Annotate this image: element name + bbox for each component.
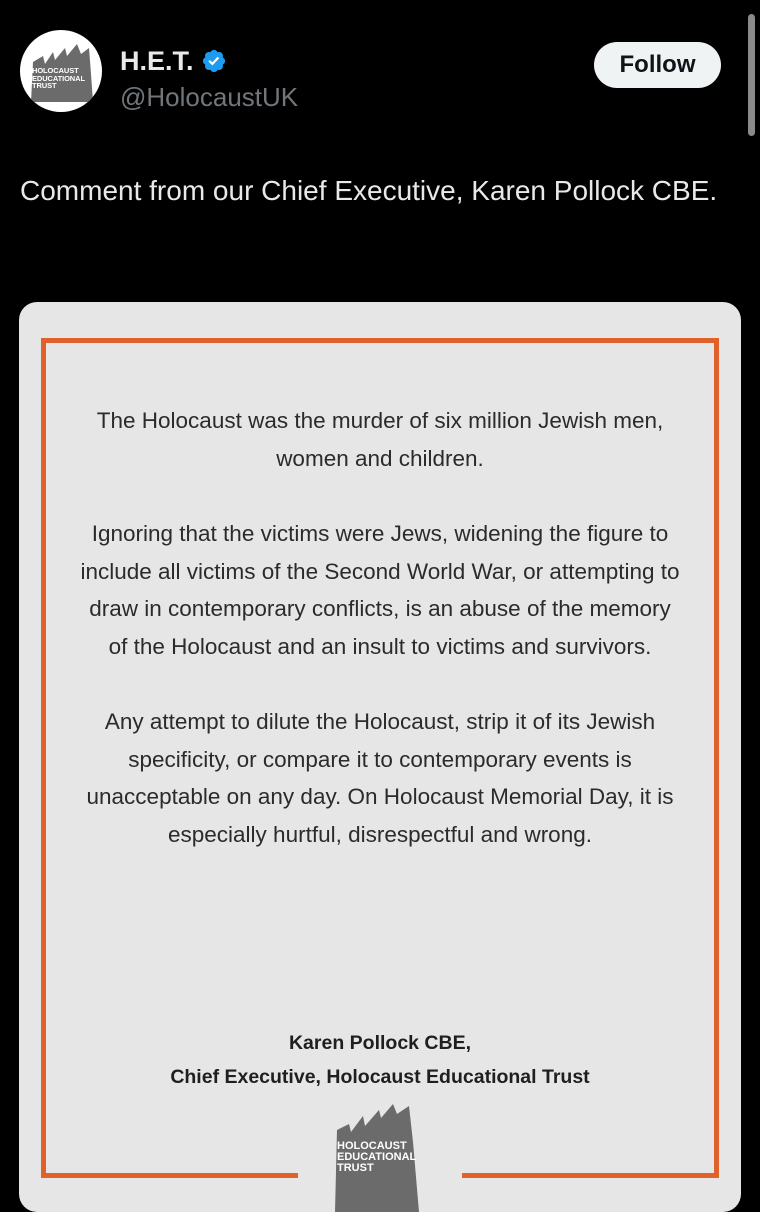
- statement-paragraph: The Holocaust was the murder of six million Jewish men, women and children.: [96, 408, 664, 471]
- avatar-logo-line: EDUCATIONAL: [32, 73, 85, 83]
- footer-logo-line: EDUCATIONAL: [337, 1151, 417, 1163]
- tweet-image-card[interactable]: [19, 302, 741, 1212]
- avatar-logo-line: TRUST: [32, 81, 57, 91]
- frame-border-top: [41, 338, 719, 343]
- page-scrollbar[interactable]: [748, 14, 755, 136]
- author-name-row: [120, 44, 227, 78]
- tweet-text: Comment from our Chief Executive, Karen Pollock CBE.: [20, 175, 718, 206]
- signature-title: Chief Executive, Holocaust Educational Trust: [170, 1066, 590, 1088]
- statement-body: [79, 402, 681, 891]
- frame-border-right: [714, 338, 719, 1178]
- frame-border-bottom-right: [462, 1173, 719, 1178]
- statement-paragraph: Ignoring that the victims were Jews, widening the figure to include all victims of the Second World War, or attempting to draw in contemporary conflicts, is an abuse of the memory of the Holocaust and an insult to victims and survivors.: [80, 521, 680, 659]
- footer-logo-line: HOLOCAUST: [337, 1140, 407, 1152]
- avatar-logo-line: HOLOCAUST: [32, 66, 79, 75]
- statement-paragraph: Any attempt to dilute the Holocaust, strip it of its Jewish specificity, or compare it to contemporary events is unacceptable on any day. On Holocaust Memorial Day, it is especially hurtful, disrespectful and wrong.: [86, 709, 674, 847]
- footer-logo-line: TRUST: [337, 1162, 374, 1174]
- verified-badge-icon: [201, 48, 227, 74]
- frame-border-left: [41, 338, 46, 1178]
- statement-signature: [79, 1026, 681, 1094]
- footer-logo-text: [337, 1141, 447, 1174]
- follow-button[interactable]: Follow: [594, 42, 721, 88]
- author-handle[interactable]: @HolocaustUK: [120, 82, 299, 112]
- author-avatar[interactable]: [20, 30, 102, 112]
- avatar-logo-text: [32, 67, 96, 90]
- frame-border-bottom-left: [41, 1173, 298, 1178]
- signature-name: Karen Pollock CBE,: [288, 1032, 472, 1054]
- author-display-name[interactable]: H.E.T.: [120, 45, 194, 76]
